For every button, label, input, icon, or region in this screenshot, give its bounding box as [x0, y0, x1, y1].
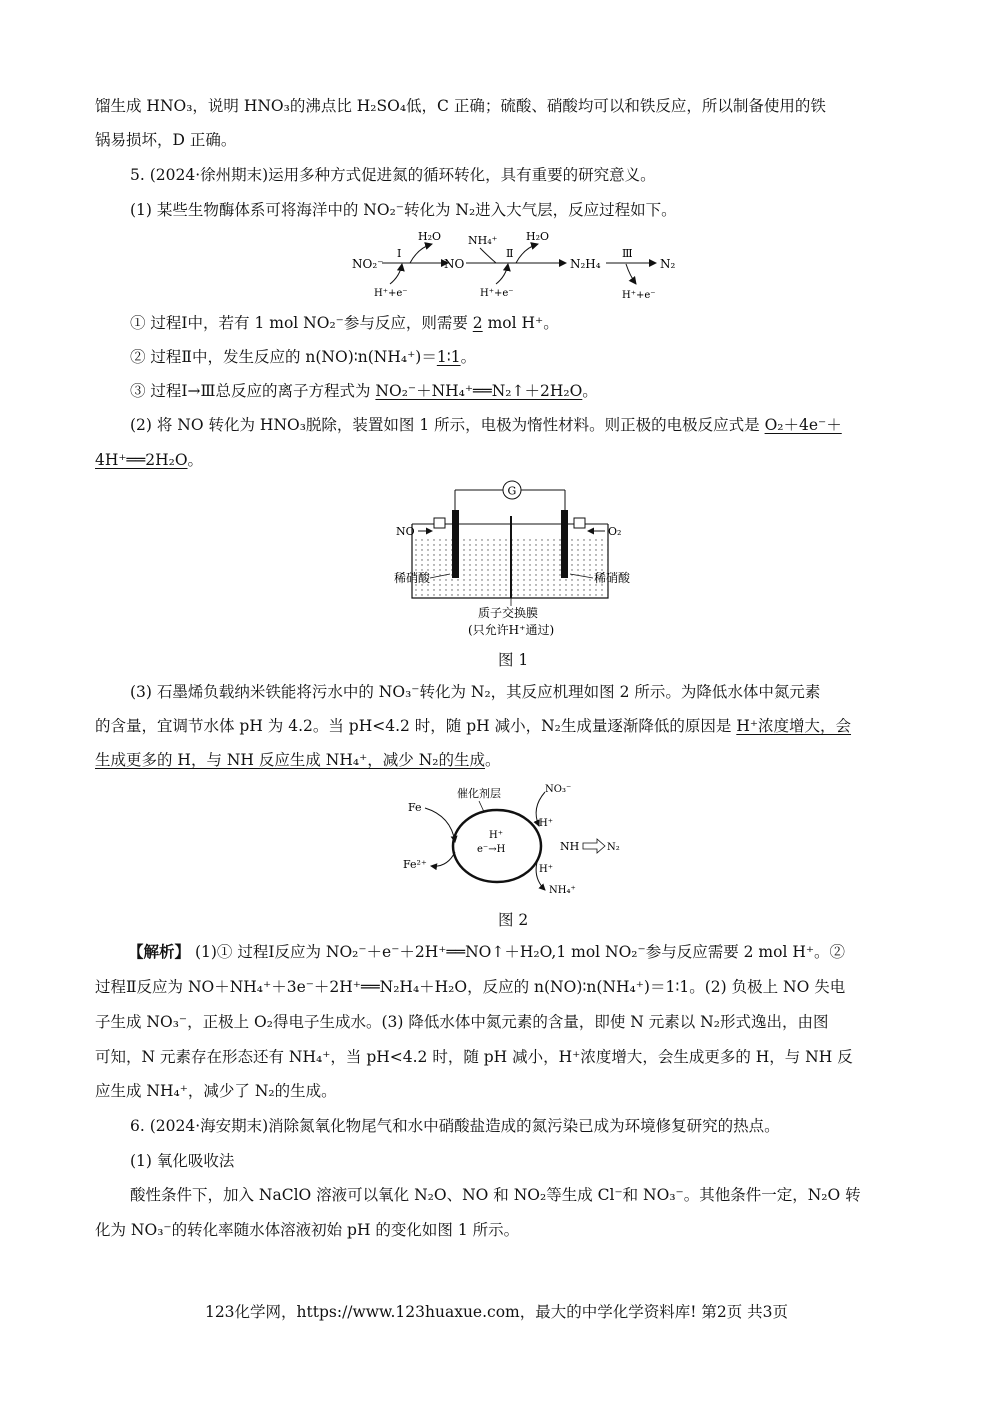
question-5-1-c: ③ 过程Ⅰ→Ⅲ总反应的离子方程式为 NO₂⁻＋NH₄⁺══N₂↑＋2H₂O。: [130, 382, 598, 400]
h-plus-inner: H⁺: [489, 830, 503, 841]
scheme-step-1: Ⅰ: [397, 247, 402, 260]
question-5-part-1: (1) 某些生物酶体系可将海洋中的 NO₂⁻转化为 N₂进入大气层，反应过程如下。: [130, 201, 677, 219]
scheme-n2: N₂: [660, 257, 676, 271]
h-plus-bottom: H⁺: [539, 864, 553, 875]
answer-blank: 1∶1: [436, 348, 461, 366]
scheme-no2: NO₂⁻: [352, 257, 384, 271]
nh-label: NH: [560, 840, 580, 853]
o2-gas-label: O₂: [608, 525, 622, 538]
question-6-title: 6. (2024·海安期末)消除氮氧化物尾气和水中硝酸盐造成的氮污染已成为环境修复研究的热点。: [130, 1117, 780, 1135]
analysis-line: 子生成 NO₃⁻，正极上 O₂得电子生成水。(3) 降低水体中氮元素的含量，即使 N 元素以 N₂形式逸出，由图: [95, 1013, 829, 1031]
n2-label: N₂: [607, 842, 620, 853]
scheme-no: NO: [444, 257, 465, 271]
answer-blank: 2: [472, 314, 483, 332]
answer-blank: NO₂⁻＋NH₄⁺══N₂↑＋2H₂O: [375, 382, 583, 400]
analysis-label: 【解析】: [128, 942, 191, 961]
fe2-label: Fe²⁺: [403, 858, 427, 871]
catalyst-label: 催化剂层: [457, 787, 501, 800]
e-to-h: e⁻→H: [477, 844, 506, 855]
answer-blank: O₂＋4e⁻＋: [764, 416, 842, 434]
question-6-text: 化为 NO₃⁻的转化率随水体溶液初始 pH 的变化如图 1 所示。: [95, 1221, 520, 1239]
membrane-label: 质子交换膜: [478, 606, 539, 620]
no-gas-label: NO: [396, 525, 415, 538]
analysis-line: 过程Ⅱ反应为 NO＋NH₄⁺＋3e⁻＋2H⁺══N₂H₄＋H₂O，反应的 n(NO)∶n(NH₄⁺)＝1∶1。(2) 负极上 NO 失电: [95, 978, 846, 996]
answer-blank: 生成更多的 H，与 NH 反应生成 NH₄⁺，减少 N₂的生成: [95, 751, 485, 769]
question-5-part-2-cont: 4H⁺══2H₂O。: [95, 451, 204, 469]
page-footer: 123化学网，https://www.123huaxue.com，最大的中学化学资料库! 第2页 共3页: [204, 1303, 789, 1321]
answer-blank: H⁺浓度增大，会: [736, 717, 852, 735]
left-solution-label: 稀硝酸: [394, 571, 431, 585]
scheme-he-3: H⁺+e⁻: [622, 290, 656, 301]
nh4-label: NH₄⁺: [549, 885, 576, 896]
answer-blank: 4H⁺══2H₂O: [95, 451, 188, 469]
scheme-nh4: NH₄⁺: [468, 234, 498, 247]
right-solution-label: 稀硝酸: [594, 571, 631, 585]
question-5-part-3: (3) 石墨烯负载纳米铁能将污水中的 NO₃⁻转化为 N₂，其反应机理如图 2 所示。为降低水体中氮元素: [130, 683, 821, 701]
analysis-line: 【解析】 (1)① 过程Ⅰ反应为 NO₂⁻＋e⁻＋2H⁺══NO↑＋H₂O,1 mol NO₂⁻参与反应需要 2 mol H⁺。②: [128, 942, 846, 961]
scheme-he-1: H⁺+e⁻: [374, 288, 408, 299]
analysis-line: 应生成 NH₄⁺，减少了 N₂的生成。: [95, 1082, 337, 1100]
scheme-he-2: H⁺+e⁻: [480, 288, 514, 299]
h-plus-top: H⁺: [539, 818, 553, 829]
analysis-line: 可知，N 元素存在形态还有 NH₄⁺，当 pH<4.2 时，随 pH 减小，H⁺浓度增大，会生成更多的 H，与 NH 反: [95, 1048, 853, 1066]
figure-1-cell: [390, 478, 640, 643]
scheme-step-3: Ⅲ: [622, 247, 633, 260]
text-line: 馏生成 HNO₃，说明 HNO₃的沸点比 H₂SO₄低，C 正确；硫酸、硝酸均可以和铁反应，所以制备使用的铁: [95, 97, 826, 115]
figure-2-mechanism: [395, 776, 635, 901]
question-5-title: 5. (2024·徐州期末)运用多种方式促进氮的循环转化，具有重要的研究意义。: [130, 166, 656, 184]
scheme-h2o-1: H₂O: [418, 230, 442, 243]
question-6-part-1: (1) 氧化吸收法: [130, 1152, 235, 1170]
text-line: 锅易损坏，D 正确。: [95, 131, 237, 149]
question-5-part-3-cont: 的含量，宜调节水体 pH 为 4.2。当 pH<4.2 时，随 pH 减小，N₂生成量逐渐降低的原因是 H⁺浓度增大，会: [95, 717, 852, 735]
fe-label: Fe: [408, 801, 422, 814]
scheme-n2h4: N₂H₄: [570, 257, 601, 271]
figure-2-caption: 图 2: [498, 911, 529, 929]
reaction-scheme: [340, 226, 700, 306]
membrane-note: (只允许H⁺通过): [468, 623, 555, 637]
question-5-part-2: (2) 将 NO 转化为 HNO₃脱除，装置如图 1 所示，电极为惰性材料。则正极的电极反应式是 O₂＋4e⁻＋: [130, 416, 842, 434]
question-5-1-a: ① 过程Ⅰ中，若有 1 mol NO₂⁻参与反应，则需要 2 mol H⁺。: [130, 314, 559, 332]
question-5-part-3-cont: 生成更多的 H，与 NH 反应生成 NH₄⁺，减少 N₂的生成。: [95, 751, 501, 769]
question-5-1-b: ② 过程Ⅱ中，发生反应的 n(NO)∶n(NH₄⁺)＝1∶1。: [130, 348, 477, 366]
scheme-step-2: Ⅱ: [506, 247, 514, 260]
figure-1-caption: 图 1: [498, 651, 529, 669]
no3-label: NO₃⁻: [545, 784, 572, 795]
galvanometer-label: G: [507, 484, 517, 498]
scheme-h2o-2: H₂O: [526, 230, 550, 243]
question-6-text: 酸性条件下，加入 NaClO 溶液可以氧化 N₂O、NO 和 NO₂等生成 Cl⁻和 NO₃⁻。其他条件一定，N₂O 转: [130, 1186, 861, 1204]
